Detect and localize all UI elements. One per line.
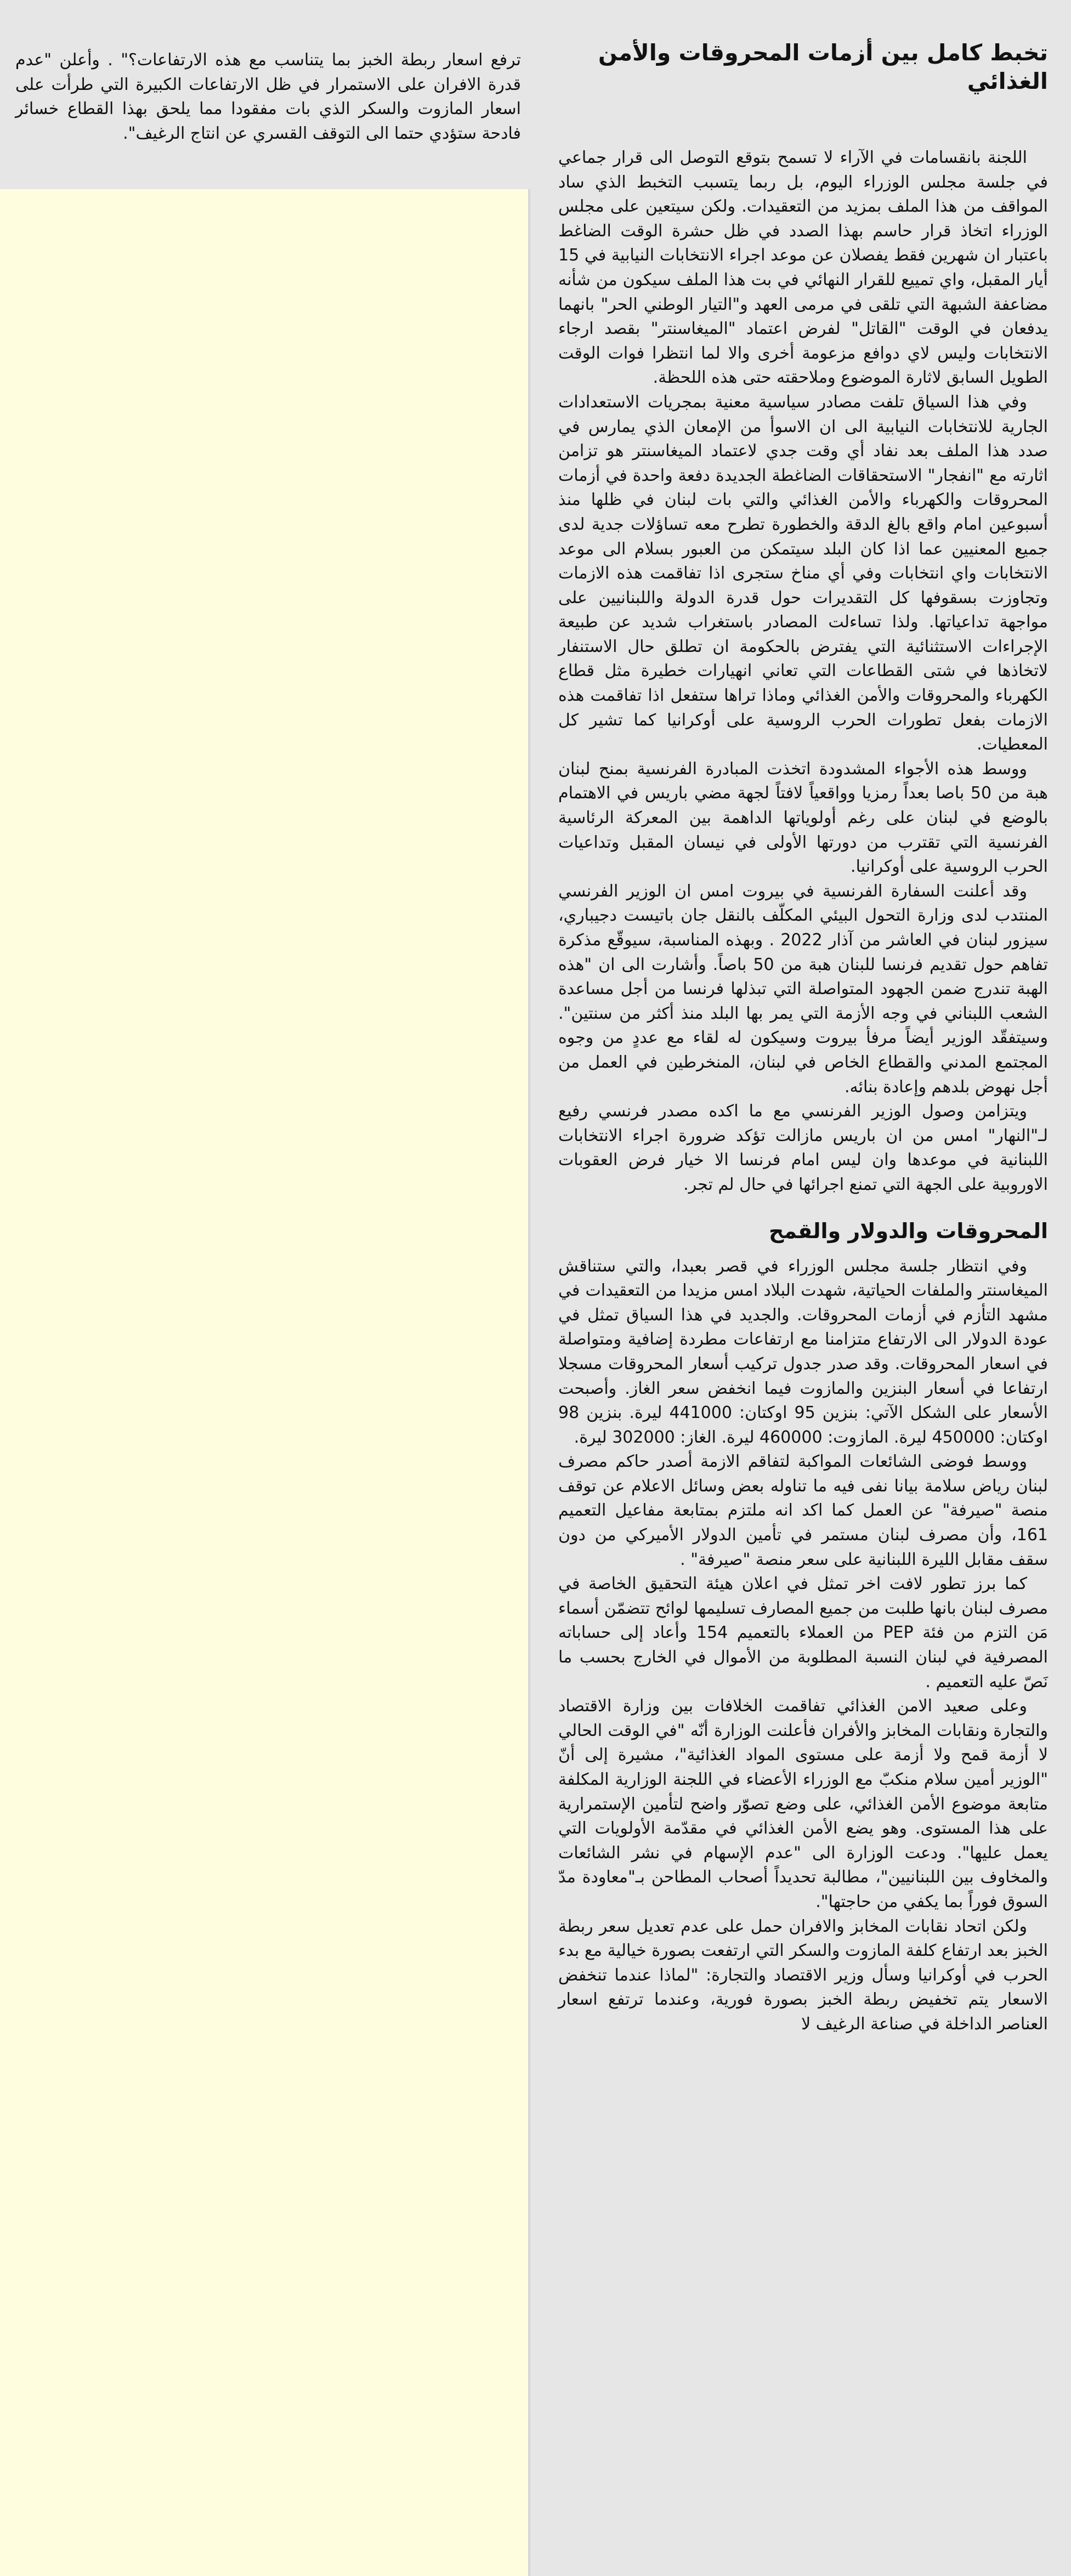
- article-paragraph: وفي هذا السياق تلفت مصادر سياسية معنية بمجريات الاستعدادات الجارية للانتخابات النيابية الى ان الاسوأ من الإمعان الذي يمارس في صدد هذا الملف بعد نفاد أي وقت جدي لاعتماد الميغاسنتر هو تزامن اثارته مع "انفجار" الاستحقاقات الضاغطة الجديدة دفعة واحدة في أزمات المحروقات والكهرباء والأمن الغذائي والتي بات لبنان في ظلها منذ أسبوعين امام واقع بالغ الدقة والخطورة تطرح معه تساؤلات جدية لدى جميع المعنيين عما اذا كان البلد سيتمكن من العبور بسلام الى موعد الانتخابات واي انتخابات وفي أي مناخ ستجرى اذا تفاقمت هذه الازمات وتجاوزت بسقوفها كل التقديرات حول قدرة الدولة واللبنانيين على مواجهة تداعياتها. ولذا تساءلت المصادر باستغراب شديد عن طبيعة الإجراءات الاستثنائية التي يفترض بالحكومة ان تطلق حال الاستنفار لاتخاذها في شتى القطاعات التي تعاني انهيارات خطيرة مثل قطاع الكهرباء والمحروقات والأمن الغذائي وماذا تراها ستفعل اذا تفاقمت هذه الازمات بفعل تطورات الحرب الروسية على أوكرانيا كما تشير كل المعطيات.: [558, 392, 1048, 754]
- article-paragraph: اللجنة بانقسامات في الآراء لا تسمح بتوقع التوصل الى قرار جماعي في جلسة مجلس الوزراء اليوم، بل ربما يتسبب التخبط الذي ساد المواقف من هذا الملف بمزيد من التعقيدات. ولكن سيتعين على مجلس الوزراء اتخاذ قرار حاسم بهذا الصدد في ظل حشرة الوقت الضاغط باعتبار ان شهرين فقط يفصلان عن موعد اجراء الانتخابات النيابية في 15 أيار المقبل، واي تمييع للقرار النهائي في بت هذا الملف سيكون من شأنه مضاعفة الشبهة التي تلقى في مرمى العهد و"التيار الوطني الحر" بانهما يدفعان في الوقت "القاتل" لفرض اعتماد "الميغاسنتر" بقصد ارجاء الانتخابات وليس لاي دوافع مزعومة أخرى والا لما انتظرا فوات الوقت الطويل السابق لاثارة الموضوع وملاحقته حتى هذه اللحظة.: [558, 148, 1048, 388]
- article-paragraph: كما برز تطور لافت اخر تمثل في اعلان هيئة التحقيق الخاصة في مصرف لبنان بانها طلبت من جميع المصارف تسليمها لوائح تتضمّن أسماء مَن التزم من فئة PEP من العملاء بالتعميم 154 وأعاد إلى حساباته المصرفية في لبنان النسبة المطلوبة من الأموال في الخارج بحسب ما نَصّ عليه التعميم .: [558, 1574, 1049, 1692]
- article-paragraph: وقد أعلنت السفارة الفرنسية في بيروت امس ان الوزير الفرنسي المنتدب لدى وزارة التحول البيئي المكلّف بالنقل جان باتيست دجيباري، سيزور لبنان في العاشر من آذار 2022 . وبهذه المناسبة، سيوقّع مذكرة تفاهم حول تقديم فرنسا للبنان هبة من 50 باصاً. وأشارت الى ان "هذه الهبة تندرج ضمن الجهود المتواصلة التي تبذلها فرنسا من أجل مساعدة الشعب اللبناني في وجه الأزمة التي يمر بها البلد منذ أكثر من سنتين". وسيتفقّد الوزير أيضاً مرفأ بيروت وسيكون له لقاء مع عددٍ من وجوه المجتمع المدني والقطاع الخاص في لبنان، المنخرطين في العمل من أجل نهوض بلدهم وإعادة بنائه.: [558, 881, 1048, 1097]
- article-paragraph: ويتزامن وصول الوزير الفرنسي مع ما اكده مصدر فرنسي رفيع لـ"النهار" امس من ان باريس مازالت تؤكد ضرورة اجراء الانتخابات اللبنانية في موعدها وان ليس امام فرنسا الا خيار فرض العقوبات الاوروبية على الجهة التي تمنع اجرائها في حال لم تجر.: [558, 1102, 1048, 1194]
- article-paragraph: ووسط هذه الأجواء المشدودة اتخذت المبادرة الفرنسية بمنح لبنان هبة من 50 باصا بعداً رمزيا وواقعياً لافتاً لجهة مضي باريس في الاهتمام بالوضع في لبنان على رغم أولوياتها الداهمة بين المعركة الرئاسية الفرنسية التي تقترب من دورتها الأولى في نيسان المقبل وتداعيات الحرب الروسية على أوكرانيا.: [558, 759, 1049, 877]
- article-paragraph: وفي انتظار جلسة مجلس الوزراء في قصر بعبدا، والتي ستناقش الميغاسنتر والملفات الحياتية، شهدت البلاد امس مزيدا من التعقيدات في مشهد التأزم في أزمات المحروقات. والجديد في هذا السياق تمثل في عودة الدولار الى الارتفاع متزامنا مع ارتفاعات مطردة إضافية ومتواصلة في اسعار المحروقات. وقد صدر جدول تركيب أسعار المحروقات مسجلا ارتفاعا في أسعار البنزين والمازوت فيما انخفض سعر الغاز. وأصبحت الأسعار على الشكل الآتي: بنزين 95 اوكتان: 441000 ليرة. بنزين 98 اوكتان: 450000 ليرة. المازوت: 460000 ليرة. الغاز: 302000 ليرة.: [558, 1256, 1048, 1447]
- article-continuation: ترفع اسعار ربطة الخبز بما يتناسب مع هذه الارتفاعات؟" . وأعلن "عدم قدرة الافران على الاستمرار في ظل الارتفاعات الكبيرة التي طرأت على اسعار المازوت والسكر الذي بات مفقودا مما يلحق بهذا القطاع خسائر فادحة ستؤدي حتما الى التوقف القسري عن انتاج الرغيف".: [15, 50, 521, 143]
- article-paragraph: ولكن اتحاد نقابات المخابز والافران حمل على عدم تعديل سعر ربطة الخبز بعد ارتفاع كلفة المازوت والسكر التي ارتفعت بصورة خيالية مع بدء الحرب في أوكرانيا وسأل وزير الاقتصاد والتجارة: "لماذا عندما تنخفض الاسعار يتم تخفيض ربطة الخبز بصورة فورية، وعندما ترتفع اسعار العناصر الداخلة في صناعة الرغيف لا: [558, 1916, 1048, 2034]
- article-paragraph: وعلى صعيد الامن الغذائي تفاقمت الخلافات بين وزارة الاقتصاد والتجارة ونقابات المخابز والأفران فأعلنت الوزارة أنّه "في الوقت الحالي لا أزمة قمح ولا أزمة على مستوى المواد الغذائية"، مشيرة إلى أنّ "الوزير أمين سلام منكبّ مع الوزراء الأعضاء في اللجنة الوزارية المكلفة متابعة موضوع الأمن الغذائي، على وضع تصوّر واضح لتأمين الإستمرارية على هذا المستوى. وهو يضع الأمن الغذائي في مقدّمة الأولويات التي يعمل عليها". ودعت الوزارة الى "عدم الإسهام في نشر الشائعات والمخاوف بين اللبنانيين"، مطالبة تحديداً أصحاب المطاحن بـ"معاودة مدّ السوق فوراً بما يكفي من حاجتها".: [558, 1696, 1048, 1911]
- article-title: تخبط كامل بين أزمات المحروقات والأمن الغذائي: [598, 39, 1048, 94]
- article-paragraph: ووسط فوضى الشائعات المواكبة لتفاقم الازمة أصدر حاكم مصرف لبنان رياض سلامة بيانا نفى فيه ما تناوله بعض وسائل الاعلام عن توقف منصة "صيرفة" عن العمل كما اكد انه ملتزم بمتابعة مفاعيل التعميم 161، وأن مصرف لبنان مستمر في تأمين الدولار الأميركي من دون سقف مقابل الليرة اللبنانية على سعر منصة "صيرفة" .: [558, 1452, 1048, 1569]
- main-article-column: [536, 0, 1071, 2576]
- empty-column-area: [0, 189, 530, 2576]
- article-subheading: المحروقات والدولار والقمح: [769, 1218, 1048, 1243]
